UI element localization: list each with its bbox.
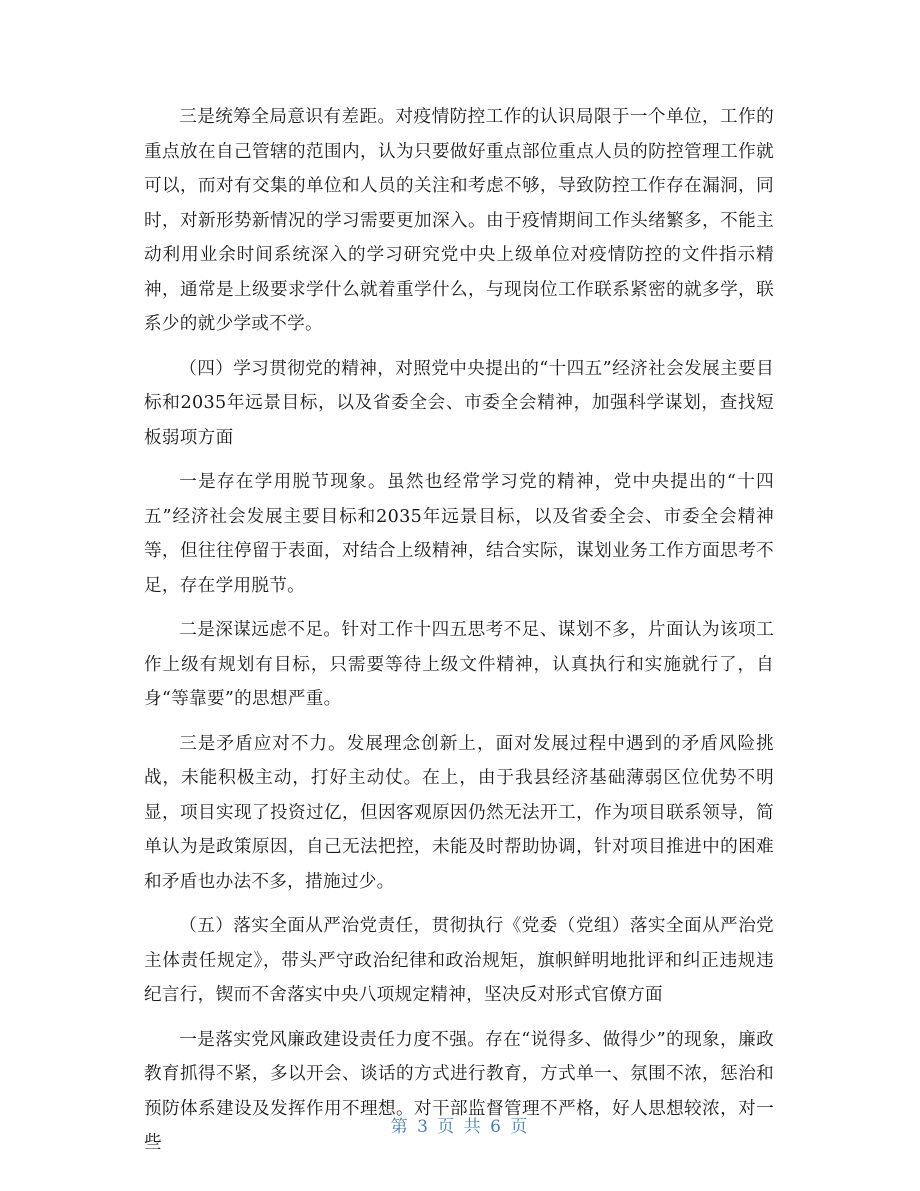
paragraph-3: 一是存在学用脱节现象。虽然也经常学习党的精神，党中央提出的“十四五”经济社会发展主要目标和2035年远景目标，以及省委全会、市委全会精神等，但往往停留于表面，对结合上级精神，结合实际，谋划业务工作方面思考不足，存在学用脱节。 [144,472,774,596]
paragraph-6: （五）落实全面从严治党责任，贯彻执行《党委（党组）落实全面从严治党主体责任规定》，带头严守政治纪律和政治规矩，旗帜鲜明地批评和纠正违规违纪言行，锲而不舍落实中央八项规定精神，坚决反对形式官僚方面 [144,916,774,1005]
paragraph-5: 三是矛盾应对不力。发展理念创新上，面对发展过程中遇到的矛盾风险挑战，未能积极主动，打好主动仗。在上，由于我县经济基础薄弱区位优势不明显，项目实现了投资过亿，但因客观原因仍然无法开工，作为项目联系领导，简单认为是政策原因，自己无法把控，未能及时帮助协调，针对项目推进中的困难和矛盾也办法不多，措施过少。 [144,733,774,892]
paragraph-2: （四）学习贯彻党的精神，对照党中央提出的“十四五”经济社会发展主要目标和2035年远景目标，以及省委全会、市委全会精神，加强科学谋划，查找短板弱项方面 [144,358,774,448]
paragraph-7: 一是落实党风廉政建设责任力度不强。存在“说得多、做得少”的现象，廉政教育抓得不紧，多以开会、谈话的方式进行教育，方式单一、氛围不浓，惩治和预防体系建设及发挥作用不理想。对干部监督管理不严格，好人思想较浓，对一些 [144,1029,774,1153]
document-body [144,100,774,1171]
paragraph-4: 二是深谋远虑不足。针对工作十四五思考不足、谋划不多，片面认为该项工作上级有规划有目标，只需要等待上级文件精神，认真执行和实施就行了，自身“等靠要”的思想严重。 [144,620,774,709]
page-number-footer: 第 3 页 共 6 页 [390,1117,530,1137]
paragraph-1: 三是统筹全局意识有差距。对疫情防控工作的认识局限于一个单位，工作的重点放在自己管辖的范围内，认为只要做好重点部位重点人员的防控管理工作就可以，而对有交集的单位和人员的关注和考虑不够，导致防控工作存在漏洞，同时，对新形势新情况的学习需要更加深入。由于疫情期间工作头绪繁多，不能主动利用业余时间系统深入的学习研究党中央上级单位对疫情防控的文件指示精神，通常是上级要求学什么就着重学什么，与现岗位工作联系紧密的就多学，联系少的就少学或不学。 [144,107,774,334]
